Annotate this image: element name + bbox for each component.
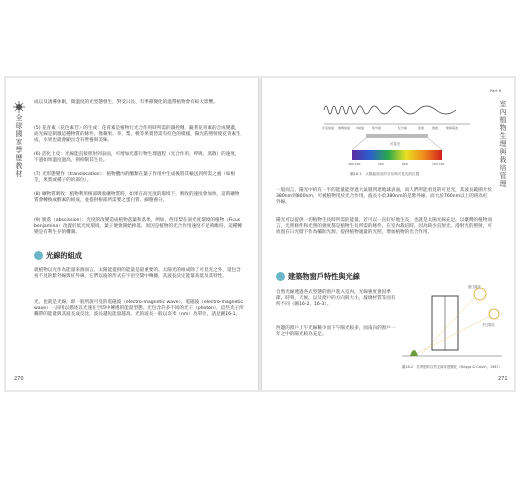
left-page-ornament-icon	[12, 98, 26, 110]
left-paragraph-electromagnetic: 光、也就是光線，即一般所說可見的電磁波（electro-magnetic wave）。電磁波（electro-magnetic wave）一詞用以描述以光速在空間中傳遞的能量型態。光包含許多不同的光子（photon），這些光子所攜帶的能量與其波長成反比，波長越短能量越高。光的波長一般以奈米（nm）為單位，請見圖16-1。	[34, 300, 244, 318]
scale-label: 700 760	[432, 162, 445, 166]
winter-sun-label: 冬日陽光	[482, 323, 495, 327]
right-paragraph-window: 自然光線透過各式型態的窗戶進入室內，光線強度會因季節、時刻、天候，以及窗戶的方向與大小，玻璃材質等而有所不同（圖16-2、16-3）。	[276, 290, 396, 308]
figure-caption: 圖16-1 太陽能放出的分布與可見光的位置	[350, 172, 420, 176]
right-paragraph-visible-light: 一般而言，陽光中約有一半的能量能穿過大氣層到達地球表面，而人們所能看見的可見光，其波長範圍介於380nm到800nm，可被植物用於光合作用。波長小於380nm的是紫外線，而大於760nm以上的則為紅外線。	[276, 188, 492, 206]
left-paragraph-intro: 成以及誘導休眠，徵溫度的光型態發生，對受日長、有季節變化的溫帶植物會有較大影響。	[34, 100, 218, 105]
right-paragraph-sunlight: 陽光可以提供一切植物生長時所需的能量，若可以一直好好地生長，也就是太陽光線充足。以臺灣的植物而言，光照條件和光照的強度都是植物生長所需的條件。在室內栽培時，因為缺少直射光、漫射光的照射，可放置在日光燈下作為輔助光源，提供植物適量的光照，增加植物的光合作用。	[276, 218, 492, 236]
right-page-number: 271	[498, 376, 508, 382]
spectrum-label: 微波	[432, 126, 439, 130]
winter-sun-icon	[489, 309, 499, 319]
spectrum-label: 雷達	[418, 126, 425, 130]
scale-label: 380 400	[348, 162, 361, 166]
spectrum-figure	[322, 96, 472, 182]
section-title-window-light: 建築物窗戶特性與光線	[288, 272, 360, 281]
summer-sun-icon	[474, 288, 486, 300]
left-page-number: 270	[14, 376, 24, 382]
section-title-light-composition: 光線的組成	[46, 251, 82, 260]
visible-spectrum-bar	[352, 150, 442, 160]
spectrum-label: 宇宙射線	[322, 126, 335, 130]
spectrum-label: X射線	[356, 126, 365, 130]
wave-line	[324, 106, 456, 114]
spectrum-label: 紫外線	[372, 126, 382, 130]
left-list-item: (9) 脫落（abscission）：光度的改變造成植物落葉和落果，例如，西洋梨在弱光度環境的植物（Ficus benjamina）改置於低光度環境，葉子便會開始掉落，原因是植物的光合作用速度不足夠維持，這種轉變是有利生存的機制。	[34, 218, 242, 236]
left-list-item: (5) 花青素（花色素苷）的生成：花青素是植物行光合作用時所需的調控劑，隨著花青素的合成變濃，而光線是刺激這種物質的條件，像蘋果、李、梨、桃等果實皆需有紅色的模樣，陽光的照射使花青素生成，水果也就會顯出含有營養與美味。	[34, 126, 241, 144]
right-paragraph-west-window: 西邊的窗戶上午光線稀少而下午陽光較多，而南向的窗戶一年之中的陽光較為充足。	[276, 326, 396, 338]
right-header-note: Part 6	[490, 88, 502, 93]
figure-caption: 圖16-2 各季節的自然光線穿透變化（Briggs & Calvin，1987）	[402, 365, 502, 369]
visible-light-label: 可見光	[390, 142, 401, 146]
left-list-item: (7) 光形態變作（translocation）：植物體內的醣類在葉子作用中生成後將其輸送到所需之處（如根莖，果實或種子的的部位）。	[34, 172, 236, 184]
right-page	[262, 78, 514, 390]
summer-sun-label: 夏日陽光	[468, 285, 481, 289]
spectrum-label: 無線電波	[446, 126, 459, 130]
scale-label: 600	[402, 162, 408, 166]
scale-label: 500	[378, 162, 384, 166]
left-page	[6, 78, 258, 390]
window-light-figure	[402, 284, 502, 384]
section-bullet-icon	[276, 272, 285, 281]
left-list-item: (8) 礦物質吸收：植物利用根部吸收礦物質時，如果在高光度的環境下，吸收的速度會加快，這時礦物質會轉換成酵素的組成，並提供根部所需要之蛋白質、細胞養分。	[34, 192, 240, 204]
left-list-item: (6) 活化上皮：光線能直接照射到表面，可增加光都行物生理過程（光合作用、呼吸、蒸散）的速度，不過如果溫度過高，則抑制其生長。	[34, 152, 240, 164]
spectrum-label: 伽瑪射線	[338, 126, 351, 130]
right-side-title: 室內植物生理與栽培管理	[499, 100, 507, 188]
spectrum-label: 紅外線	[398, 126, 408, 130]
section-bullet-icon	[34, 251, 43, 260]
spectrum-diagram	[322, 96, 472, 182]
left-side-title: 全球國家學歷教材	[15, 114, 23, 178]
left-paragraph-light: 就植物以光作為能量來源而言，太陽能提供的能量是最重要的。太陽光的組成除了可見光之外，還包含看不見的紫外線與紅外線，它們以波的形式在宇宙空間中傳播，其波長決定能量高低及其特性。	[34, 268, 241, 280]
